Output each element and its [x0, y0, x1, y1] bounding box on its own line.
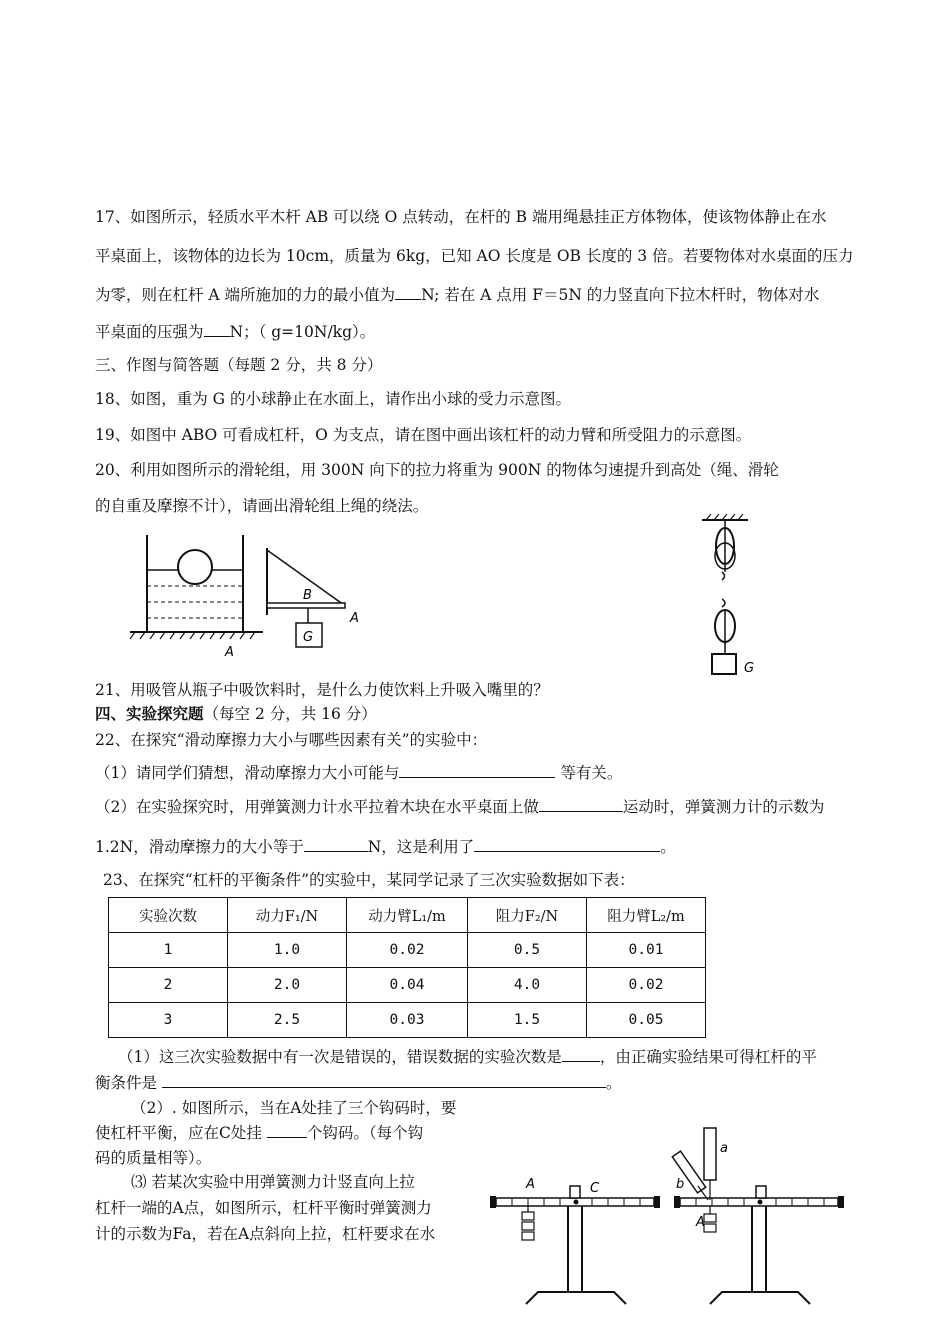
- table-cell: 0.04: [347, 968, 468, 1003]
- lever-abo-figure: [262, 545, 372, 655]
- section-4-title: 四、实验探究题: [95, 704, 204, 723]
- label-G: G: [303, 630, 314, 645]
- q17-line3b: N; 若在 A 点用 F＝5N 的力竖直向下拉木杆时，物体对水: [421, 286, 820, 304]
- q22-p3a: 1.2N，滑动摩擦力的大小等于: [95, 838, 304, 856]
- ground-label: A: [225, 645, 234, 660]
- pulley-system-figure: [690, 512, 780, 680]
- q22-part3: [95, 835, 865, 857]
- q23-blank2[interactable]: [162, 1072, 606, 1088]
- q19: 19、如图中 ABO 可看成杠杆，O 为支点，请在图中画出该杠杆的动力臂和所受阻力的示意图。: [95, 426, 752, 444]
- q22-title: 22、在探究“滑动摩擦力大小与哪些因素有关”的实验中：: [95, 731, 488, 749]
- section-4-score: （每空 2 分，共 16 分）: [203, 705, 377, 723]
- q23-title: 23、在探究“杠杆的平衡条件”的实验中，某同学记录了三次实验数据如下表：: [103, 871, 635, 889]
- q22-p1b: 等有关。: [560, 764, 623, 782]
- q17-line1: 17、如图所示，轻质水平木杆 AB 可以绕 O 点转动，在杆的 B 端用绳悬挂正方体物体，使该物体静止在水: [95, 208, 827, 226]
- q23-s1-line1: [118, 1045, 888, 1067]
- table-header: 阻力臂L₂/m: [587, 898, 706, 933]
- table-row: [109, 933, 706, 968]
- q22-blank1[interactable]: [399, 762, 555, 778]
- table-cell: 0.03: [347, 1003, 468, 1038]
- table-cell: 1.5: [468, 1003, 587, 1038]
- ball-in-water-figure: [125, 530, 265, 660]
- label-A: A: [350, 611, 359, 626]
- table-cell: 0.5: [468, 933, 587, 968]
- q23-s3-line1: ⑶ 若某次实验中用弹簧测力计竖直向上拉: [131, 1173, 415, 1191]
- q22-part2: [95, 795, 865, 817]
- label-b: b: [676, 1177, 685, 1192]
- q23-blank1[interactable]: [562, 1046, 600, 1062]
- q23-s2-line1: （2）. 如图所示，当在A处挂了三个钩码时，要: [131, 1099, 457, 1117]
- table-cell: 1.0: [228, 933, 347, 968]
- table-header: 动力臂L₁/m: [347, 898, 468, 933]
- table-cell: 2: [109, 968, 228, 1003]
- q17-line4: [95, 320, 865, 342]
- table-cell: 1: [109, 933, 228, 968]
- q22-blank3[interactable]: [304, 836, 368, 852]
- q17-line2: 平桌面上，该物体的边长为 10cm，质量为 6kg，已知 AO 长度是 OB 长度的 3 倍。若要物体对水桌面的压力: [95, 247, 854, 265]
- pulley-G-label: G: [744, 661, 755, 676]
- q23-s1d: 。: [605, 1074, 622, 1092]
- q23-blank3[interactable]: [267, 1122, 307, 1138]
- q17-line3: [95, 283, 865, 305]
- table-header-row: [109, 898, 706, 933]
- table-header: 阻力F₂/N: [468, 898, 587, 933]
- q23-s2b: 使杠杆平衡，应在C处挂: [95, 1124, 262, 1142]
- q18: 18、如图，重为 G 的小球静止在水面上，请作出小球的受力示意图。: [95, 390, 571, 408]
- table-header: 动力F₁/N: [228, 898, 347, 933]
- table-cell: 0.01: [587, 933, 706, 968]
- q21: 21、用吸管从瓶子中吸饮料时，是什么力使饮料上升吸入嘴里的？: [95, 681, 549, 699]
- label-A-hook: A: [526, 1177, 535, 1192]
- q22-p2b: 运动时，弹簧测力计的示数为: [622, 798, 825, 816]
- q22-p2a: （2）在实验探究时，用弹簧测力计水平拉着木块在水平桌面上做: [95, 798, 539, 816]
- q23-s1b: ，由正确实验结果可得杠杆的平: [599, 1048, 817, 1066]
- q17-line4b: N；（ g=10N/kg）。: [229, 323, 376, 341]
- section-3-heading: 三、作图与简答题（每题 2 分，共 8 分）: [95, 356, 383, 374]
- table-cell: 4.0: [468, 968, 587, 1003]
- label-a: a: [720, 1141, 728, 1156]
- q17-blank2[interactable]: [204, 321, 230, 337]
- table-cell: 0.05: [587, 1003, 706, 1038]
- table-row: [109, 1003, 706, 1038]
- label-B: B: [303, 588, 312, 603]
- q23-s3-line2: 杠杆一端的A点，如图所示，杠杆平衡时弹簧测力: [95, 1199, 432, 1217]
- q23-s2c: 个钩码。（每个钩: [306, 1124, 424, 1142]
- table-cell: 2.0: [228, 968, 347, 1003]
- table-cell: 0.02: [587, 968, 706, 1003]
- q23-s1c: 衡条件是: [95, 1074, 158, 1092]
- q17-line4a: 平桌面的压强为: [95, 323, 204, 341]
- q22-blank4[interactable]: [474, 836, 660, 852]
- label-C: C: [590, 1181, 600, 1196]
- q22-p3b: N，这是利用了: [367, 838, 475, 856]
- label-A-spring: A: [696, 1215, 705, 1230]
- q23-s2-line3: 码的质量相等）。: [95, 1149, 212, 1167]
- q22-p3c: 。: [660, 838, 676, 856]
- lever-data-table: [108, 897, 706, 1038]
- lever-spring-scale-figure: [668, 1120, 858, 1312]
- q22-blank2[interactable]: [539, 796, 623, 812]
- q23-s1-line2: [95, 1071, 865, 1093]
- section-4-heading: [95, 702, 865, 724]
- table-header: 实验次数: [109, 898, 228, 933]
- q23-s1a: （1）这三次实验数据中有一次是错误的，错误数据的实验次数是: [118, 1048, 562, 1066]
- table-cell: 0.02: [347, 933, 468, 968]
- q17-blank1[interactable]: [395, 284, 421, 300]
- table-row: [109, 968, 706, 1003]
- q20-line1: 20、利用如图所示的滑轮组，用 300N 向下的拉力将重为 900N 的物体匀速提升到高处（绳、滑轮: [95, 461, 779, 479]
- table-cell: 3: [109, 1003, 228, 1038]
- q22-part1: [95, 761, 865, 783]
- lever-hooks-figure: [486, 1170, 666, 1310]
- q17-line3a: 为零，则在杠杆 A 端所施加的力的最小值为: [95, 286, 396, 304]
- q22-p1a: （1）请同学们猜想，滑动摩擦力大小可能与: [95, 764, 400, 782]
- table-cell: 2.5: [228, 1003, 347, 1038]
- q23-s3-line3: 计的示数为Fa，若在A点斜向上拉，杠杆要求在水: [95, 1225, 436, 1243]
- q20-line2: 的自重及摩擦不计），请画出滑轮组上绳的绕法。: [95, 497, 429, 515]
